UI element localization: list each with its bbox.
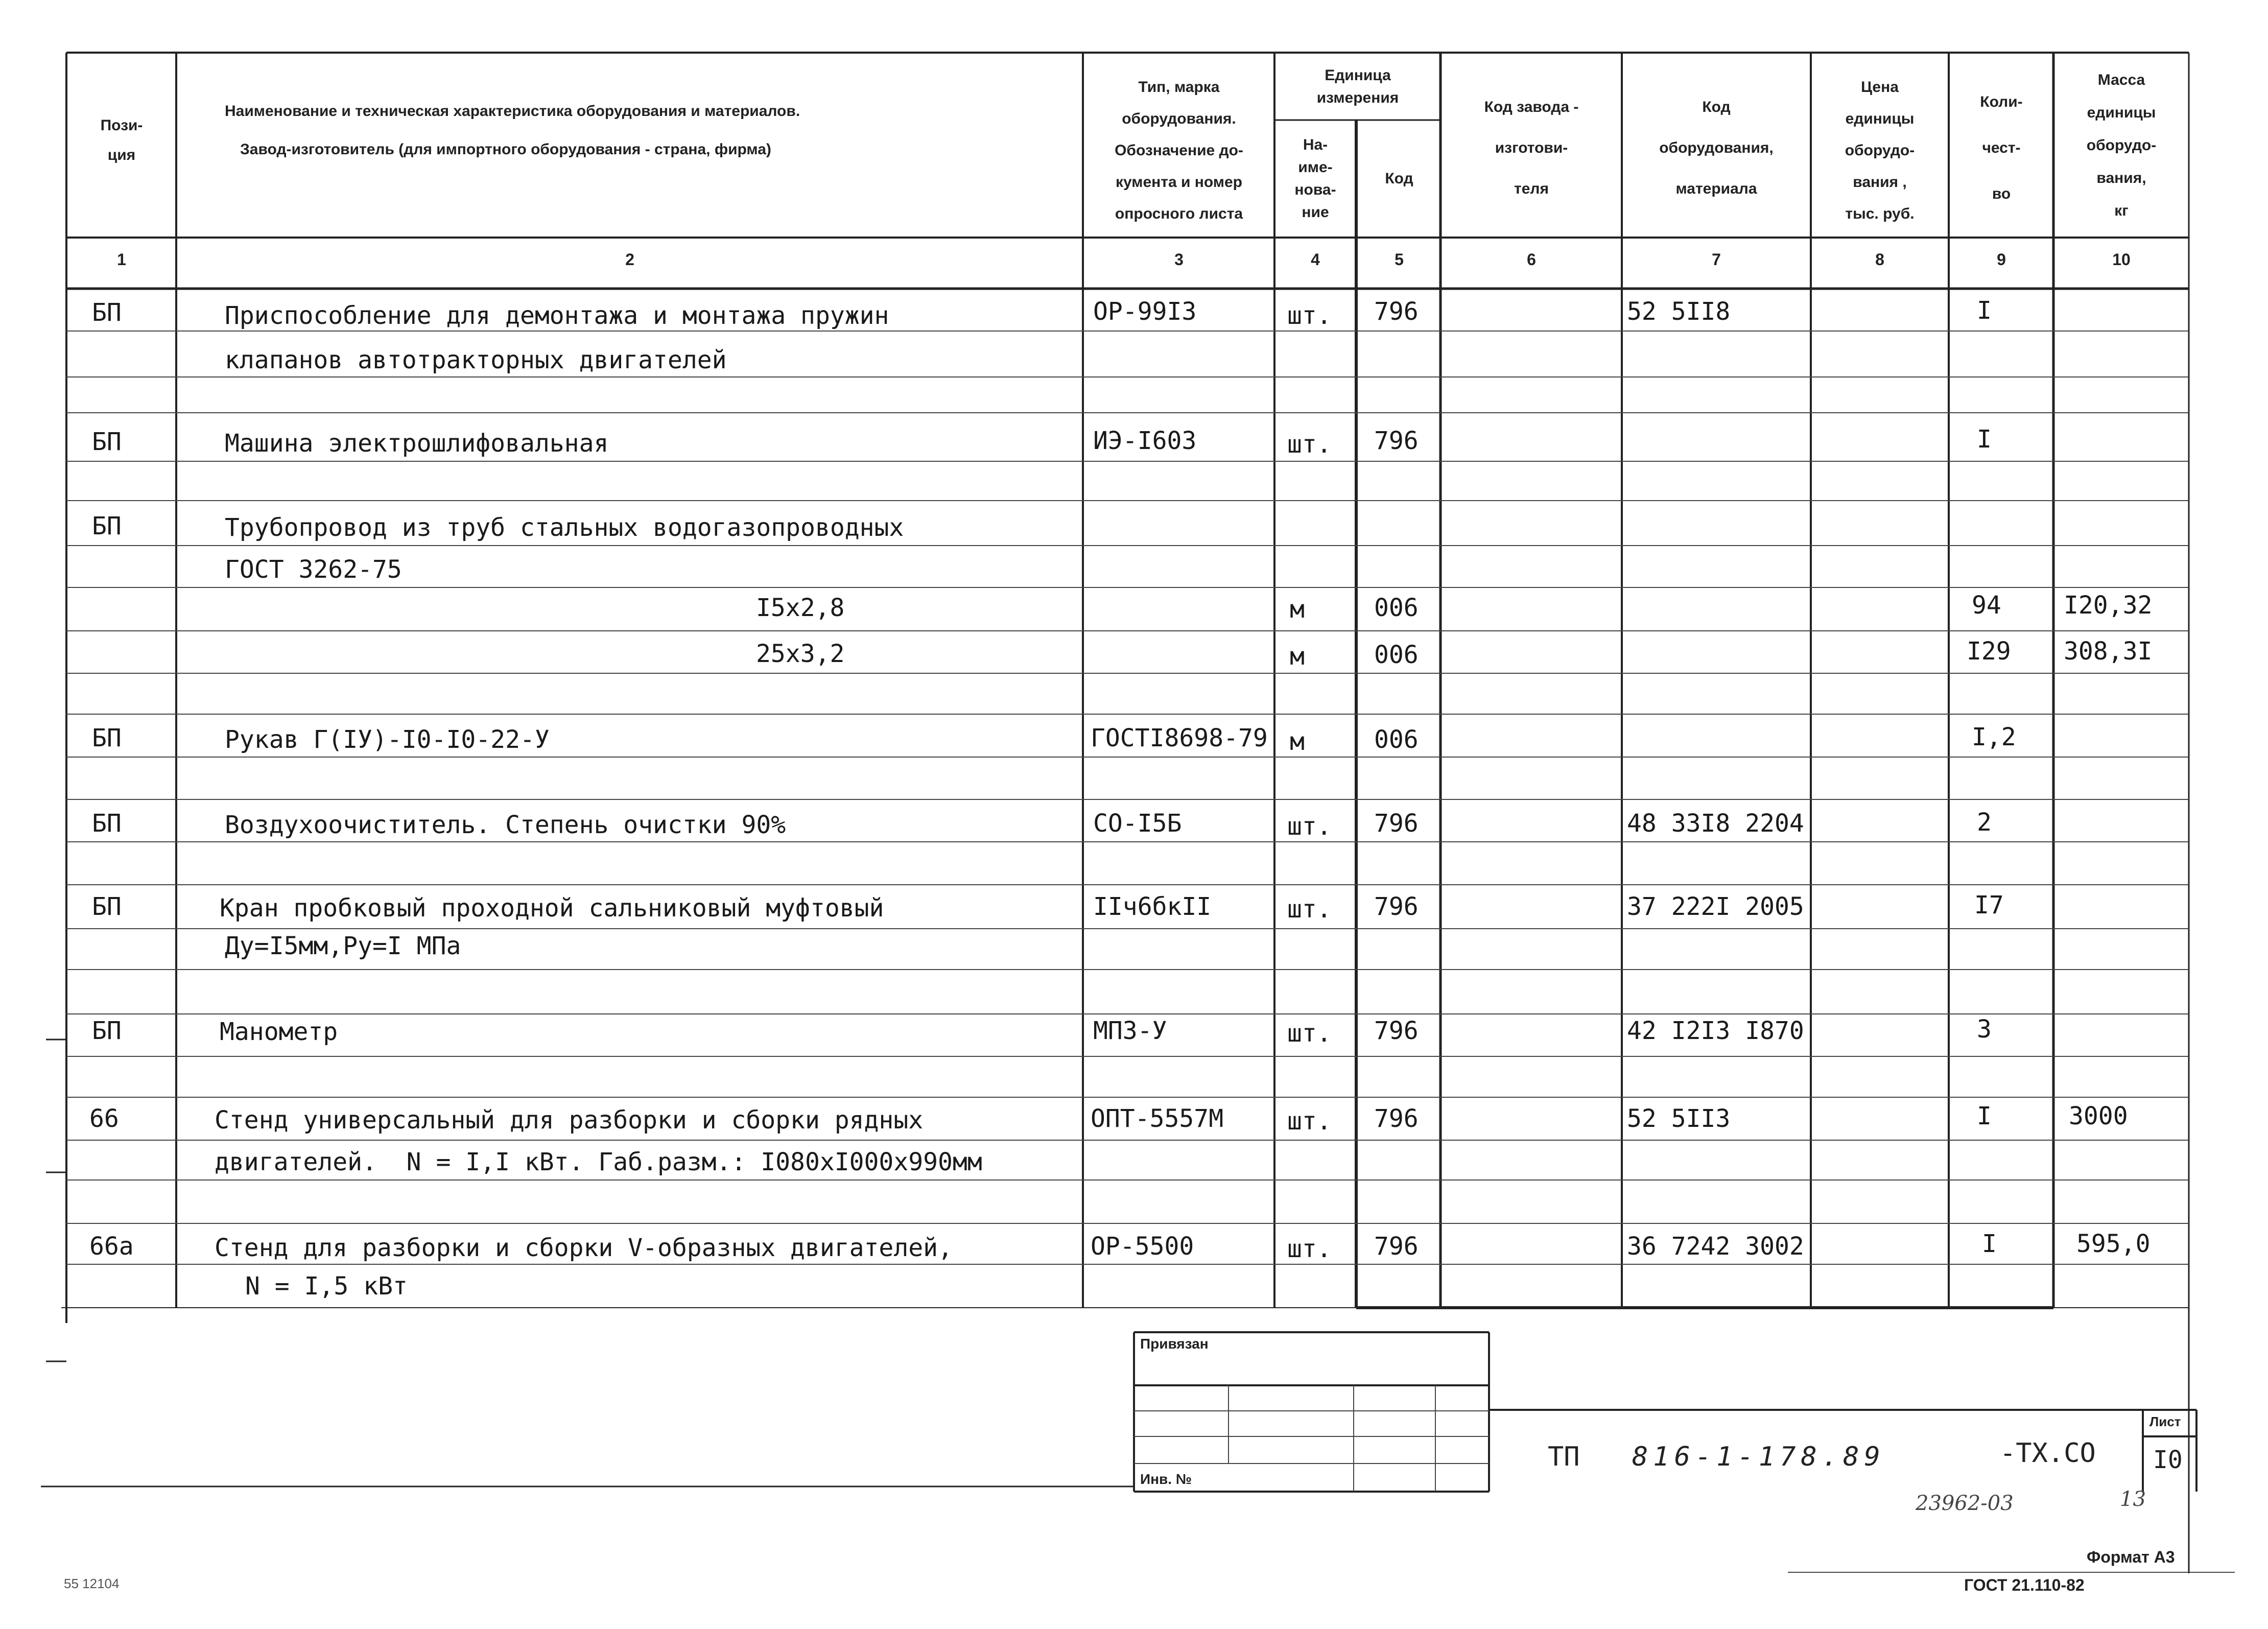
- row-quantity: 3: [1977, 1015, 1992, 1044]
- row-equipment-code: 36 7242 3002: [1627, 1232, 1804, 1261]
- row-name: Трубопровод из труб стальных водогазопроводных: [225, 513, 904, 542]
- row-name: Манометр: [220, 1018, 338, 1046]
- row-equipment-code: 37 222I 2005: [1627, 892, 1804, 921]
- row-quantity: 94: [1972, 591, 2001, 620]
- document-suffix: -ТХ.СО: [2000, 1438, 2096, 1469]
- row-name: Машина электрошлифовальная: [225, 429, 609, 458]
- colnum-8: 8: [1875, 250, 1884, 269]
- handwritten-page: 13: [2120, 1488, 2146, 1511]
- row-name: клапанов автотракторных двигателей: [225, 346, 727, 374]
- row-type: МПЗ-У: [1093, 1017, 1167, 1045]
- row-unit-code: 796: [1374, 297, 1419, 326]
- row-unit-code: 796: [1374, 1017, 1419, 1045]
- row-name: Стенд универсальный для разборки и сборки рядных: [215, 1106, 924, 1135]
- row-unit: шт.: [1287, 301, 1332, 330]
- row-quantity: I: [1977, 1102, 1992, 1130]
- row-unit: шт.: [1287, 1107, 1332, 1136]
- row-mass: 3000: [2069, 1102, 2128, 1130]
- handwritten-code: 23962-03: [1916, 1492, 2014, 1515]
- row-type: ГОСТI8698-79: [1091, 724, 1268, 752]
- row-mass: 308,3I: [2064, 637, 2153, 666]
- row-position: 66: [89, 1104, 119, 1133]
- row-position: БП: [92, 298, 122, 327]
- row-mass: 595,0: [2076, 1230, 2151, 1258]
- header-unit-code: Код: [1385, 170, 1413, 187]
- row-unit: м: [1290, 595, 1305, 624]
- colnum-1: 1: [117, 250, 126, 269]
- header-mass: Масса единицы оборудо- вания, кг: [2086, 72, 2157, 219]
- row-unit-code: 796: [1374, 1232, 1419, 1261]
- row-type: ОР-99I3: [1093, 297, 1197, 326]
- row-quantity: I7: [1974, 891, 2004, 919]
- row-position: 66а: [89, 1232, 134, 1261]
- colnum-10: 10: [2112, 250, 2131, 269]
- sheet-label: Лист: [2149, 1414, 2181, 1429]
- row-quantity: I: [1977, 296, 1992, 325]
- row-equipment-code: 42 I2I3 I870: [1627, 1017, 1804, 1045]
- header-position: Пози- ция: [100, 117, 143, 163]
- row-quantity: I,2: [1972, 723, 2016, 751]
- colnum-5: 5: [1395, 250, 1404, 269]
- document-number: 816-1-178.89: [1632, 1442, 1885, 1472]
- colnum-2: 2: [625, 250, 634, 269]
- header-factory-code: Код завода - изготови- теля: [1484, 99, 1579, 197]
- colnum-9: 9: [1997, 250, 2006, 269]
- row-unit-code: 006: [1374, 641, 1419, 669]
- row-type: ИЭ-I603: [1093, 427, 1197, 455]
- row-quantity: 2: [1977, 808, 1992, 837]
- row-name: Рукав Г(IУ)-I0-I0-22-У: [225, 725, 550, 754]
- colnum-3: 3: [1174, 250, 1184, 269]
- row-unit-code: 796: [1374, 892, 1419, 921]
- header-quantity: Коли- чест- во: [1980, 93, 2023, 202]
- inventory-label: Инв. №: [1140, 1471, 1192, 1487]
- row-position: БП: [92, 428, 122, 456]
- row-equipment-code: 48 33I8 2204: [1627, 809, 1804, 838]
- standard-label: ГОСТ 21.110-82: [1964, 1576, 2085, 1594]
- row-name: Ду=I5мм,Ру=I МПа: [225, 932, 461, 960]
- row-equipment-code: 52 5II3: [1627, 1104, 1731, 1133]
- row-type: ОР-5500: [1091, 1232, 1194, 1261]
- row-unit: шт.: [1287, 1235, 1332, 1263]
- row-unit-code: 006: [1374, 594, 1419, 622]
- sheet-number: I0: [2153, 1446, 2183, 1474]
- colnum-4: 4: [1311, 250, 1320, 269]
- row-unit: м: [1290, 727, 1305, 756]
- row-name: двигателей. N = I,I кВт. Габ.разм.: I080xI000x990мм: [215, 1148, 982, 1176]
- row-name: Воздухоочиститель. Степень очистки 90%: [225, 811, 786, 839]
- row-unit-code: 796: [1374, 427, 1419, 455]
- header-price: Цена единицы оборудо- вания , тыс. руб.: [1845, 79, 1915, 222]
- row-name: 25x3,2: [756, 640, 845, 668]
- row-mass: I20,32: [2064, 591, 2153, 620]
- row-type: IIч6бкII: [1093, 892, 1212, 921]
- tp-prefix: ТП: [1548, 1442, 1580, 1472]
- format-label: Формат А3: [2087, 1548, 2175, 1566]
- header-name: Наименование и техническая характеристика оборудования и материалов. Завод-изготовитель (для импортного оборудования - страна, фирма): [225, 103, 800, 158]
- row-unit: шт.: [1287, 895, 1332, 924]
- row-position: БП: [92, 724, 122, 752]
- row-name: Приспособление для демонтажа и монтажа пружин: [225, 301, 889, 330]
- row-name: ГОСТ 3262-75: [225, 555, 402, 584]
- row-unit: шт.: [1287, 1019, 1332, 1048]
- header-unit-group: Единица измерения: [1316, 67, 1399, 106]
- row-quantity: I: [1982, 1230, 1997, 1258]
- left-stamp: 55 12104: [64, 1576, 120, 1591]
- row-unit: м: [1290, 642, 1305, 671]
- row-position: БП: [92, 1017, 122, 1045]
- row-position: БП: [92, 809, 122, 838]
- row-unit-code: 006: [1374, 725, 1419, 754]
- header-equipment-code: Код оборудования, материала: [1659, 99, 1774, 197]
- row-unit: шт.: [1287, 812, 1332, 841]
- row-unit-code: 796: [1374, 1104, 1419, 1133]
- row-name: I5x2,8: [756, 594, 845, 622]
- row-unit: шт.: [1287, 430, 1332, 459]
- row-name: Стенд для разборки и сборки V-образных двигателей,: [215, 1234, 953, 1262]
- bound-label: Привязан: [1140, 1336, 1209, 1352]
- row-quantity: I29: [1967, 637, 2011, 666]
- row-quantity: I: [1977, 425, 1992, 454]
- row-type: СО-I5Б: [1093, 809, 1182, 838]
- row-name: Кран пробковый проходной сальниковый муфтовый: [220, 894, 884, 923]
- row-type: ОПТ-5557М: [1091, 1104, 1224, 1133]
- colnum-7: 7: [1712, 250, 1721, 269]
- row-name: N = I,5 кВт: [245, 1272, 408, 1301]
- row-position: БП: [92, 512, 122, 540]
- colnum-6: 6: [1527, 250, 1536, 269]
- header-type: Тип, марка оборудования. Обозначение до- кумента и номер опросного листа: [1115, 79, 1243, 222]
- header-unit-name: На- име- нова- ние: [1294, 136, 1336, 221]
- row-unit-code: 796: [1374, 809, 1419, 838]
- row-equipment-code: 52 5II8: [1627, 297, 1731, 326]
- row-position: БП: [92, 892, 122, 921]
